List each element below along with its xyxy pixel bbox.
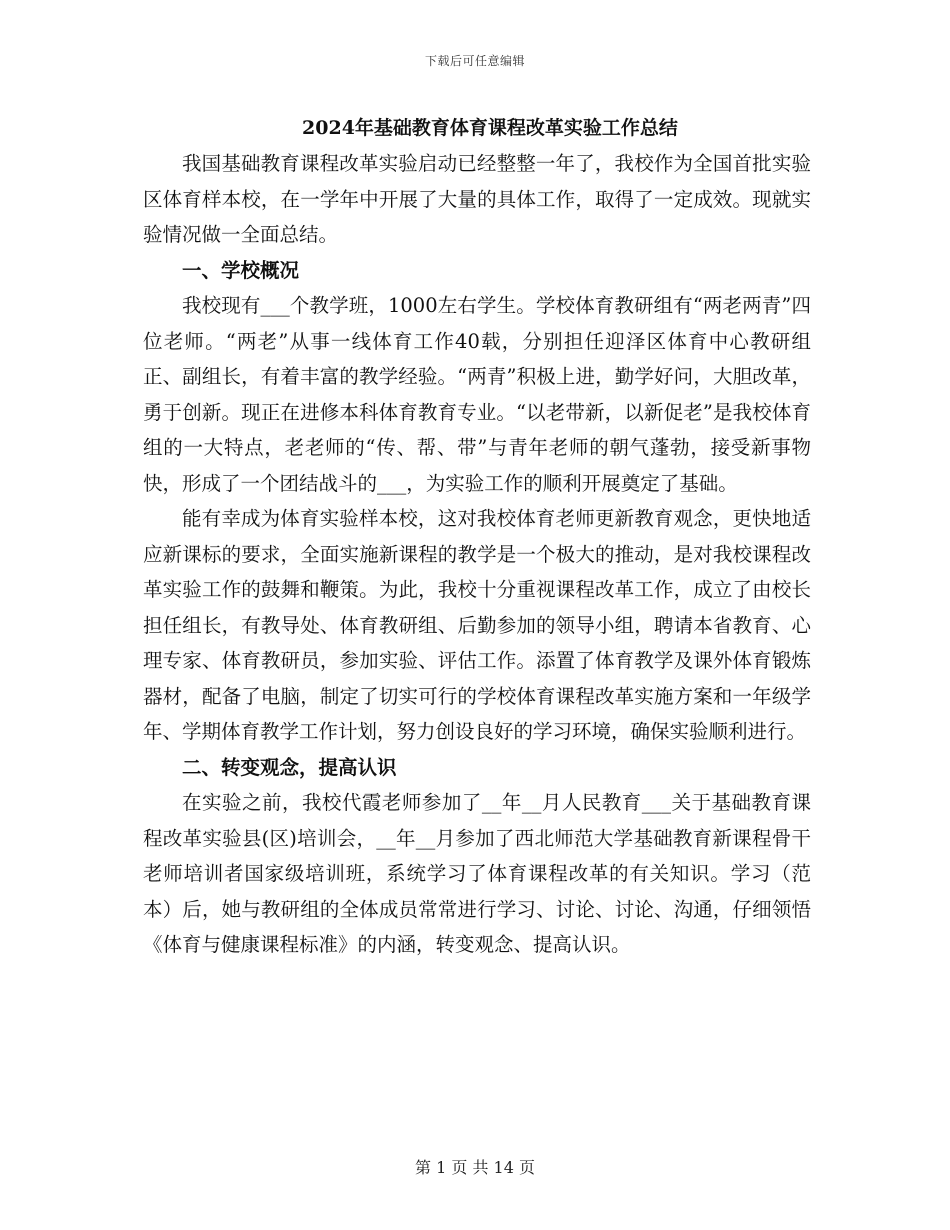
section-heading-change-concepts: 二、转变观念，提高认识	[182, 755, 397, 779]
document-body	[143, 146, 811, 963]
paragraph: 在实验之前，我校代霞老师参加了__年__月人民教育___关于基础教育课程改革实验县(区)培训会，__年__月参加了西北师范大学基础教育新课程骨干老师培训者国家级培训班，系统学习了体育课程改革的有关知识。学习（范本）后，她与教研组的全体成员常常进行学习、讨论、讨论、沟通，仔细领悟《体育与健康课程标准》的内涵，转变观念、提高认识。	[143, 791, 811, 956]
intro-paragraph: 我国基础教育课程改革实验启动已经整整一年了，我校作为全国首批实验区体育样本校，在一学年中开展了大量的具体工作，取得了一定成效。现就实验情况做一全面总结。	[143, 152, 811, 246]
section-heading-school-overview: 一、学校概况	[182, 258, 300, 282]
paragraph: 能有幸成为体育实验样本校，这对我校体育老师更新教育观念，更快地适应新课标的要求，全面实施新课程的教学是一个极大的推动，是对我校课程改革实验工作的鼓舞和鞭策。为此，我校十分重视课程改革工作，成立了由校长担任组长，有教导处、体育教研组、后勤参加的领导小组，聘请本省教育、心理专家、体育教研员，参加实验、评估工作。添置了体育教学及课外体育锻炼器材，配备了电脑，制定了切实可行的学校体育课程改革实施方案和一年级学年、学期体育教学工作计划，努力创设良好的学习环境，确保实验顺利进行。	[143, 507, 811, 743]
paragraph: 我校现有___个教学班，1000左右学生。学校体育教研组有“两老两青”四位老师。“两老”从事一线体育工作40载，分别担任迎泽区体育中心教研组正、副组长，有着丰富的教学经验。“两青”积极上进，勤学好问，大胆改革，勇于创新。现正在进修本科体育教育专业。“以老带新，以新促老”是我校体育组的一大特点，老老师的“传、帮、带”与青年老师的朝气蓬勃，接受新事物快，形成了一个团结战斗的___，为实验工作的顺利开展奠定了基础。	[143, 294, 811, 495]
header-note: 下载后可任意编辑	[424, 54, 525, 68]
document-title: 2024年基础教育体育课程改革实验工作总结	[302, 117, 678, 139]
page-footer: 第 1 页 共 14 页	[415, 1158, 535, 1177]
